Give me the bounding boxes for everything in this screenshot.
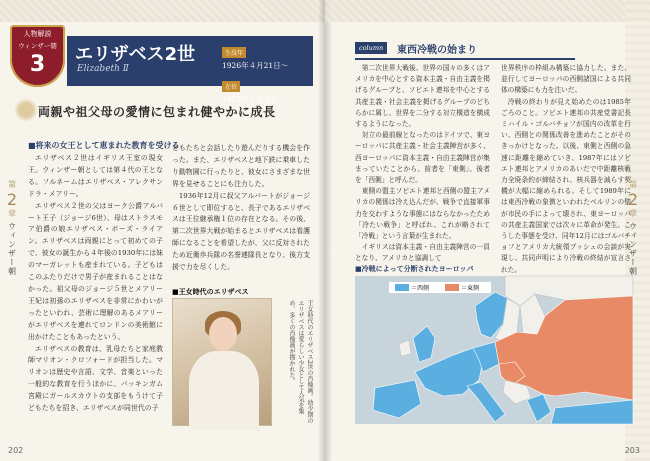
top-ornament (0, 0, 325, 22)
chapter-marker-left (5, 180, 19, 276)
paragraph: イギリスは資本主義・自由主義陣営の一員となり、アメリカと協調して (355, 243, 490, 263)
paragraph: どもたちと会話したり遊んだりする機会を作った。また、エリザベスと地下鉄に乗車したり動物園に行ったりと、彼女にさまざまな世界を見せることにも注力した。 (172, 144, 310, 188)
headline-ornament (14, 98, 38, 122)
page-title: エリザベス2世 (75, 44, 196, 65)
column-header (355, 40, 575, 60)
photo-note: 王女時代のエリザベス2世の肖像画。幼少期のエリザベスは愛らしい少女として人気を集め、多くの肖像画が描かれた。 (288, 300, 313, 424)
chapter-prefix: 第 (8, 180, 16, 189)
page-title-english: Elizabeth Ⅱ (77, 64, 129, 74)
map-legend (389, 282, 491, 293)
top-ornament (325, 0, 650, 22)
subsection-heading: ■将来の女王として恵まれた教育を受ける (28, 141, 180, 150)
reign-value: 1952年２月６日～ (222, 95, 287, 104)
legend-west-swatch (395, 284, 409, 291)
portrait-image (172, 298, 272, 426)
title-bar (67, 36, 313, 104)
paragraph: 第二次世界大戦後、世界の国々の多くはアメリカを中心とする資本主義・自由主義を掲げるグループと、ソビエト連邦を中心とする共産主義・社会主義を掲げるグループのどちらかに属し、世界を二分する対立構造を構成するようになった。 (355, 64, 490, 129)
portrait-dress (189, 351, 259, 431)
paragraph: エリザベスの教育は、乳母たちと家庭教師マリオン・クロフォードが担当した。マリオンは歴史や言語、文学、音楽といった一般的な教育を行うほかに、バッキンガム宮殿にガールスカウトの支部をもうけて子どもたちを招き、エリザベスが同世代の子 (28, 344, 163, 413)
chapter-marker-right (626, 180, 640, 276)
right-page (325, 0, 650, 461)
chapter-suffix: 章 (629, 209, 637, 218)
badge-number: 3 (29, 52, 46, 77)
column-body-2 (501, 63, 631, 274)
badge-label: 人物解説 (23, 30, 52, 38)
chapter-suffix: 章 (8, 209, 16, 218)
chapter-dynasty: ウィンザー朝 (7, 222, 17, 276)
paragraph: 冷戦の終わりが見え始めたのは1985年ごろのこと。ソビエト連邦の共産党書記長ミハイル・ゴルバチョフが国内の改革を行い、西側との関係改善を進めたことがそのきっかけとなった。以後、東側と西側の急速に距離を縮めていき、1987年にはソビエト連邦とアメリカのあいだで中距離核戦力全廃条約が締結され、核兵器を減らす契機が大幅に縮められる。そして1989年には東西冷戦の象徴といわれたベルリンの壁が市民の手によって壊され、東ヨーロッパの共産主義国家では次々に革命が発生。こうした事態を受け、同年12月にはゴルバチョフとアメリカ大統領ブッシュの会談が実現し、共同声明により冷戦の終結が宣言された。 (501, 97, 631, 274)
section-headline: 両親や祖父母の愛情に包まれ健やかに成長 (38, 105, 276, 119)
paragraph: エリザベス２世の父はヨーク公爵アルバート王子（ジョージ6世）、母はストラスモア伯爵の娘エリザベス・ボーズ・ライアン。エリザベスは両親にとって初めての子で、彼女の誕生から４年後の1930年には妹のマーガレットも産まれている。子どもはこのふたりだけで男子が産まれることはなかった。祖父母のジョージ５世とメアリー王妃は初孫のエリザベスを非常にかわいがったといわれ、芸術に理解のあるメアリーがエリザベスを連れてロンドンの美術館に出かけたこともあったという。 (28, 201, 163, 341)
column-tag: column (355, 42, 387, 54)
paragraph: 対立の最前線となったのはドイツで、東ヨーロッパに共産主義・社会主義陣営が多く、西ヨーロッパに資本主義・自由主義陣営が集まっていたことから、前者を「東側」、後者を「西側」と呼んだ。 (355, 131, 490, 185)
column-title: 東西冷戦の始まり (397, 45, 477, 56)
chapter-number: 2 (627, 190, 639, 209)
reign-info (222, 40, 288, 108)
legend-east-swatch (445, 284, 459, 291)
person-badge (10, 25, 65, 87)
paragraph: 1936年12月に叔父アルバートがジョージ６世として即位すると、長子であるエリザベスは王位継承権１位の存在となる。その後、第二次世界大戦が始まるとエリザベスは看護師になることを希望したが、父に反対されたため近衛歩兵隊の名誉連隊長となり、後方支援で力を尽くした。 (172, 191, 310, 272)
chapter-number: 2 (6, 190, 18, 209)
legend-east-label: ＝東側 (461, 285, 480, 292)
photo-caption: ■王女時代のエリザベス (172, 288, 249, 296)
chapter-dynasty: ウィンザー朝 (628, 222, 638, 276)
body-column-2 (172, 143, 310, 278)
map-caption: ■冷戦によって分断されたヨーロッパ (355, 265, 474, 273)
paragraph: エリザベス２世はイギリス王室の現女王。ウィンザー朝としては第４代の王となる。フルネームはエリザベス・アレクサンドラ・メアリー。 (28, 154, 163, 198)
chapter-prefix: 第 (629, 180, 637, 189)
paragraph: 東側の盟主ソビエト連邦と西側の盟主アメリカの関係は冷え込んだが、戦争で直接軍事力を交わすような事態にはならなかったため「冷たい戦争」と呼ばれ、これが略されて「冷戦」という言葉が生まれた。 (355, 187, 490, 241)
page-number-left: 202 (8, 446, 24, 455)
portrait-face (209, 317, 237, 351)
column-body-1 (355, 63, 490, 263)
europe-map-svg (355, 276, 633, 424)
reign-tag: 在位 (222, 81, 240, 92)
badge-series: ウィンザー朝 (18, 42, 57, 50)
lifespan-value: 1926年４月21日～ (222, 61, 289, 70)
page-number-right: 203 (624, 446, 640, 455)
europe-map (355, 276, 633, 424)
lifespan-tag: 生没年 (222, 47, 246, 58)
paragraph: 世界秩序の枠組み構築に協力した。また、並行してヨーロッパの西側諸国による共同体の構築にも力を注いだ。 (501, 64, 631, 95)
legend-west-label: ＝西側 (411, 285, 430, 292)
body-column-1 (28, 153, 163, 428)
